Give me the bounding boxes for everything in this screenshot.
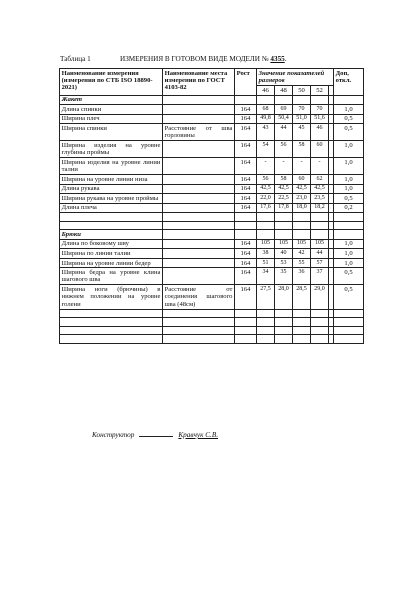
growth-cell: 164	[235, 268, 257, 285]
value-cell: -	[275, 158, 293, 175]
value-cell: 22,0	[257, 194, 275, 204]
value-cell: 17,6	[257, 203, 275, 213]
signature-name: Кравчук С.В.	[178, 431, 219, 439]
value-cell: 60	[311, 141, 329, 158]
value-cell: 42,5	[275, 184, 293, 194]
measure-name: Ширина ноги (брючины) в нижнем положении на уровне голени	[60, 285, 163, 309]
empty-row	[60, 326, 364, 334]
value-cell: 54	[257, 141, 275, 158]
value-cell: 57	[311, 258, 329, 268]
value-cell: 62	[311, 175, 329, 185]
value-cell: 42,5	[311, 184, 329, 194]
measure-name: Ширина изделия на уровне глубины проймы	[60, 141, 163, 158]
tolerance-cell: 1,0	[334, 249, 364, 259]
measure-place	[163, 175, 235, 185]
measurements-table	[59, 68, 364, 344]
value-cell: 43	[257, 124, 275, 141]
measure-name: Ширина по линии талии	[60, 249, 163, 259]
table-row	[60, 114, 364, 124]
table-row	[60, 184, 364, 194]
tolerance-cell: 1,0	[334, 105, 364, 115]
value-cell: 55	[293, 258, 311, 268]
measure-place	[163, 141, 235, 158]
size-header: 46	[257, 85, 275, 95]
growth-cell: 164	[235, 141, 257, 158]
table-row	[60, 239, 364, 249]
empty-row	[60, 213, 364, 221]
value-cell: 22,5	[275, 194, 293, 204]
signature-line	[92, 431, 218, 439]
tolerance-cell: 1,0	[334, 158, 364, 175]
tolerance-cell: 1,0	[334, 141, 364, 158]
value-cell: 60	[293, 175, 311, 185]
measure-name: Ширина на уровне линии бедер	[60, 258, 163, 268]
header-growth: Рост	[235, 69, 257, 96]
measure-place	[163, 239, 235, 249]
measure-place: Расстояние от шва горловины	[163, 124, 235, 141]
tolerance-cell: 0,5	[334, 268, 364, 285]
tolerance-cell: 1,0	[334, 184, 364, 194]
measure-name: Длина плеча	[60, 203, 163, 213]
tolerance-cell: 0,5	[334, 114, 364, 124]
value-cell: 42,5	[257, 184, 275, 194]
value-cell: 49,8	[257, 114, 275, 124]
section-jacket: Жакет	[60, 95, 163, 105]
value-cell: 58	[293, 141, 311, 158]
table-number: Таблица 1	[60, 55, 91, 63]
value-cell: 34	[257, 268, 275, 285]
value-cell: 50,4	[275, 114, 293, 124]
size-header-empty	[329, 85, 334, 95]
measure-place	[163, 184, 235, 194]
tolerance-cell: 1,0	[334, 239, 364, 249]
jacket-rows	[60, 105, 364, 213]
value-cell: 105	[293, 239, 311, 249]
tolerance-cell: 1,0	[334, 175, 364, 185]
value-cell: -	[293, 158, 311, 175]
measure-name: Длина по боковому шву	[60, 239, 163, 249]
trousers-rows	[60, 239, 364, 309]
value-cell: 40	[275, 249, 293, 259]
value-cell: 105	[311, 239, 329, 249]
header-name: Наименование измерения (измерения по СТБ ISO 18890-2021)	[60, 69, 163, 96]
tolerance-cell: 1,0	[334, 258, 364, 268]
measure-place	[163, 258, 235, 268]
table-row	[60, 285, 364, 309]
table-title: ИЗМЕРЕНИЯ В ГОТОВОМ ВИДЕ МОДЕЛИ № 4355.	[120, 55, 287, 63]
empty-row	[60, 335, 364, 343]
measure-name: Ширина изделия на уровне линии талии	[60, 158, 163, 175]
empty-row	[60, 221, 364, 229]
measure-place: Расстояние от соединения шагового шва (48см)	[163, 285, 235, 309]
section-row	[60, 230, 364, 240]
value-cell: 28,0	[275, 285, 293, 309]
table-row	[60, 158, 364, 175]
size-header: 50	[293, 85, 311, 95]
growth-cell: 164	[235, 184, 257, 194]
value-cell: 17,8	[275, 203, 293, 213]
header-tolerance: Доп, откл.	[334, 69, 364, 96]
value-cell: 44	[311, 249, 329, 259]
growth-cell: 164	[235, 158, 257, 175]
value-cell: 69	[275, 105, 293, 115]
value-cell: 27,5	[257, 285, 275, 309]
measure-name: Ширина рукава на уровне проймы	[60, 194, 163, 204]
growth-cell: 164	[235, 285, 257, 309]
value-cell: 105	[275, 239, 293, 249]
size-header: 52	[311, 85, 329, 95]
value-cell: 45	[293, 124, 311, 141]
value-cell: 70	[293, 105, 311, 115]
title-text: ИЗМЕРЕНИЯ В ГОТОВОМ ВИДЕ МОДЕЛИ №	[120, 55, 269, 63]
value-cell: 68	[257, 105, 275, 115]
measure-place	[163, 203, 235, 213]
table-row	[60, 268, 364, 285]
value-cell: 28,5	[293, 285, 311, 309]
header-values: Значение показателей размеров	[257, 69, 334, 86]
section-row	[60, 95, 364, 105]
value-cell: 58	[275, 175, 293, 185]
signature-blank	[139, 436, 173, 437]
measure-name: Ширина плеч	[60, 114, 163, 124]
measure-place	[163, 158, 235, 175]
section-trousers: Брюки	[60, 230, 163, 240]
header-place: Наименование места измерения по ГОСТ 4103-82	[163, 69, 235, 96]
signature-role: Конструктор	[92, 431, 135, 439]
measure-name: Ширина спинки	[60, 124, 163, 141]
value-cell: -	[311, 158, 329, 175]
value-cell: 53	[275, 258, 293, 268]
table-row	[60, 194, 364, 204]
table-row	[60, 124, 364, 141]
measure-place	[163, 194, 235, 204]
growth-cell: 164	[235, 105, 257, 115]
value-cell: 51,6	[311, 114, 329, 124]
value-cell: 56	[275, 141, 293, 158]
header-row	[60, 69, 364, 86]
value-cell: 18,0	[293, 203, 311, 213]
value-cell: 36	[293, 268, 311, 285]
tolerance-cell: 0,5	[334, 194, 364, 204]
measure-place	[163, 268, 235, 285]
value-cell: 51	[257, 258, 275, 268]
model-number: 4355	[270, 55, 285, 63]
growth-cell: 164	[235, 175, 257, 185]
table-row	[60, 203, 364, 213]
growth-cell: 164	[235, 203, 257, 213]
measure-place	[163, 114, 235, 124]
growth-cell: 164	[235, 194, 257, 204]
size-header: 48	[275, 85, 293, 95]
value-cell: 105	[257, 239, 275, 249]
value-cell: 44	[275, 124, 293, 141]
value-cell: 46	[311, 124, 329, 141]
value-cell: 42	[293, 249, 311, 259]
growth-cell: 164	[235, 258, 257, 268]
tolerance-cell: 0,5	[334, 124, 364, 141]
measure-name: Длина спинки	[60, 105, 163, 115]
value-cell: 38	[257, 249, 275, 259]
value-cell: 56	[257, 175, 275, 185]
table-row	[60, 249, 364, 259]
table-row	[60, 105, 364, 115]
measure-name: Длина рукава	[60, 184, 163, 194]
measure-name: Ширина бедра на уровне клина шагового шва	[60, 268, 163, 285]
value-cell: 42,5	[293, 184, 311, 194]
growth-cell: 164	[235, 249, 257, 259]
value-cell: 70	[311, 105, 329, 115]
value-cell: 23,5	[311, 194, 329, 204]
value-cell: 35	[275, 268, 293, 285]
tolerance-cell: 0,2	[334, 203, 364, 213]
table-row	[60, 258, 364, 268]
table-row	[60, 175, 364, 185]
value-cell: 18,2	[311, 203, 329, 213]
value-cell: -	[257, 158, 275, 175]
empty-row	[60, 318, 364, 326]
value-cell: 51,0	[293, 114, 311, 124]
tolerance-cell: 0,5	[334, 285, 364, 309]
growth-cell: 164	[235, 124, 257, 141]
value-cell: 23,0	[293, 194, 311, 204]
value-cell: 29,0	[311, 285, 329, 309]
growth-cell: 164	[235, 114, 257, 124]
measure-place	[163, 249, 235, 259]
growth-cell: 164	[235, 239, 257, 249]
value-cell: 37	[311, 268, 329, 285]
measure-name: Ширина на уровне линии низа	[60, 175, 163, 185]
table-row	[60, 141, 364, 158]
measure-place	[163, 105, 235, 115]
empty-row	[60, 309, 364, 317]
